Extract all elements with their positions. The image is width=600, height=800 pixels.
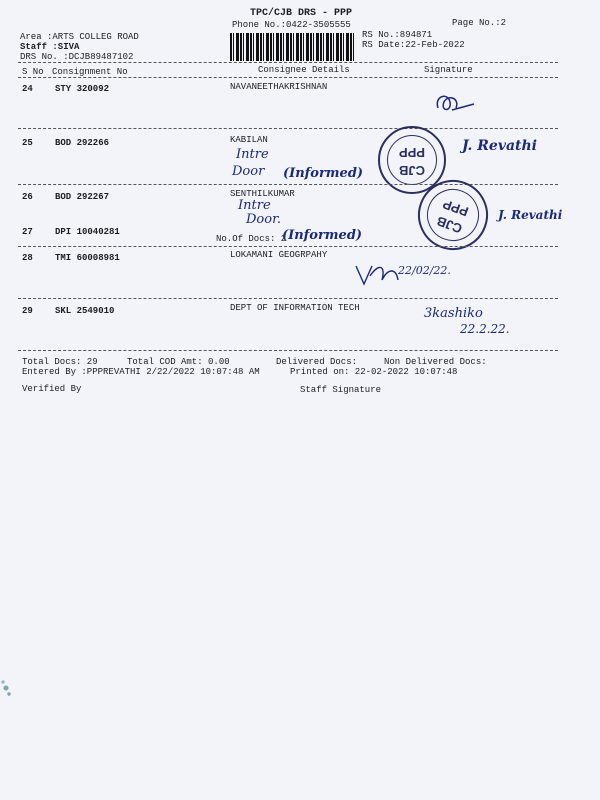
- non-delivered-docs: Non Delivered Docs:: [384, 357, 487, 367]
- col-header-consignment: Consignment No: [52, 67, 128, 77]
- handwritten-note: Door: [232, 164, 265, 179]
- page-number: Page No.:2: [452, 18, 507, 28]
- total-cod: Total COD Amt: 0.00: [127, 357, 230, 367]
- row-28-consignment: TMI 60008981: [55, 253, 120, 263]
- col-header-signature: Signature: [424, 65, 473, 75]
- handwritten-note: Intre: [238, 198, 271, 213]
- staff: Staff :SIVA: [20, 42, 80, 52]
- divider: [18, 298, 558, 299]
- scan-speck: [0, 676, 14, 700]
- signature-text: J. Revathi: [498, 208, 563, 222]
- row-28-consignee: LOKAMANI GEOGRPAHY: [230, 250, 328, 260]
- divider: [18, 62, 558, 63]
- row-24-sno: 24: [22, 84, 33, 94]
- divider: [18, 77, 558, 78]
- rs-number: RS No.:894871: [362, 30, 433, 40]
- divider: [18, 350, 558, 351]
- col-header-sno: S No: [22, 67, 44, 77]
- row-29-consignment: SKL 2549010: [55, 306, 115, 316]
- row-25-sno: 25: [22, 138, 33, 148]
- drs-number: DRS No. :DCJB89487102: [20, 52, 134, 62]
- signature-text: 22.2.22.: [460, 322, 510, 336]
- row-29-sno: 29: [22, 306, 33, 316]
- divider: [18, 184, 558, 185]
- signature-text: 22/02/22.: [398, 264, 451, 277]
- row-27-docs: No.Of Docs: 2: [216, 234, 287, 244]
- row-29-consignee: DEPT OF INFORMATION TECH: [230, 303, 360, 313]
- row-27-consignment: DPI 10040281: [55, 227, 120, 237]
- handwritten-note: Door.: [246, 212, 281, 227]
- office-stamp: CJB PPP: [378, 126, 446, 194]
- row-24-consignee: NAVANEETHAKRISHNAN: [230, 82, 328, 92]
- rs-date: RS Date:22-Feb-2022: [362, 40, 465, 50]
- signature-text: J. Revathi: [462, 138, 537, 154]
- report-title: TPC/CJB DRS - PPP: [250, 8, 353, 19]
- signature-scribble: [430, 88, 480, 118]
- handwritten-note: Intre: [236, 147, 269, 162]
- col-header-consignee: Consignee Details: [258, 65, 350, 75]
- handwritten-note: (Informed): [283, 166, 364, 181]
- row-26-sno: 26: [22, 192, 33, 202]
- signature-scribble: [352, 260, 402, 288]
- staff-signature: Staff Signature: [300, 385, 382, 395]
- verified-by: Verified By: [22, 384, 82, 394]
- printed-on: Printed on: 22-02-2022 10:07:48: [290, 367, 458, 377]
- handwritten-note: (Informed): [282, 228, 363, 243]
- total-docs: Total Docs: 29: [22, 357, 98, 367]
- divider: [18, 128, 558, 129]
- row-27-sno: 27: [22, 227, 33, 237]
- barcode: [230, 33, 355, 61]
- divider: [18, 246, 558, 247]
- entered-by: Entered By :PPPREVATHI 2/22/2022 10:07:48 AM: [22, 367, 260, 377]
- row-26-consignment: BOD 292267: [55, 192, 110, 202]
- row-25-consignee: KABILAN: [230, 135, 268, 145]
- row-25-consignment: BOD 292266: [55, 138, 110, 148]
- delivered-docs: Delivered Docs:: [276, 357, 358, 367]
- row-28-sno: 28: [22, 253, 33, 263]
- row-24-consignment: STY 320092: [55, 84, 110, 94]
- office-stamp: CJB PPP: [408, 170, 498, 260]
- signature-text: 3kashiko: [424, 306, 483, 321]
- area: Area :ARTS COLLEG ROAD: [20, 32, 139, 42]
- row-26-consignee: SENTHILKUMAR: [230, 189, 295, 199]
- phone-number: Phone No.:0422-3505555: [232, 20, 351, 30]
